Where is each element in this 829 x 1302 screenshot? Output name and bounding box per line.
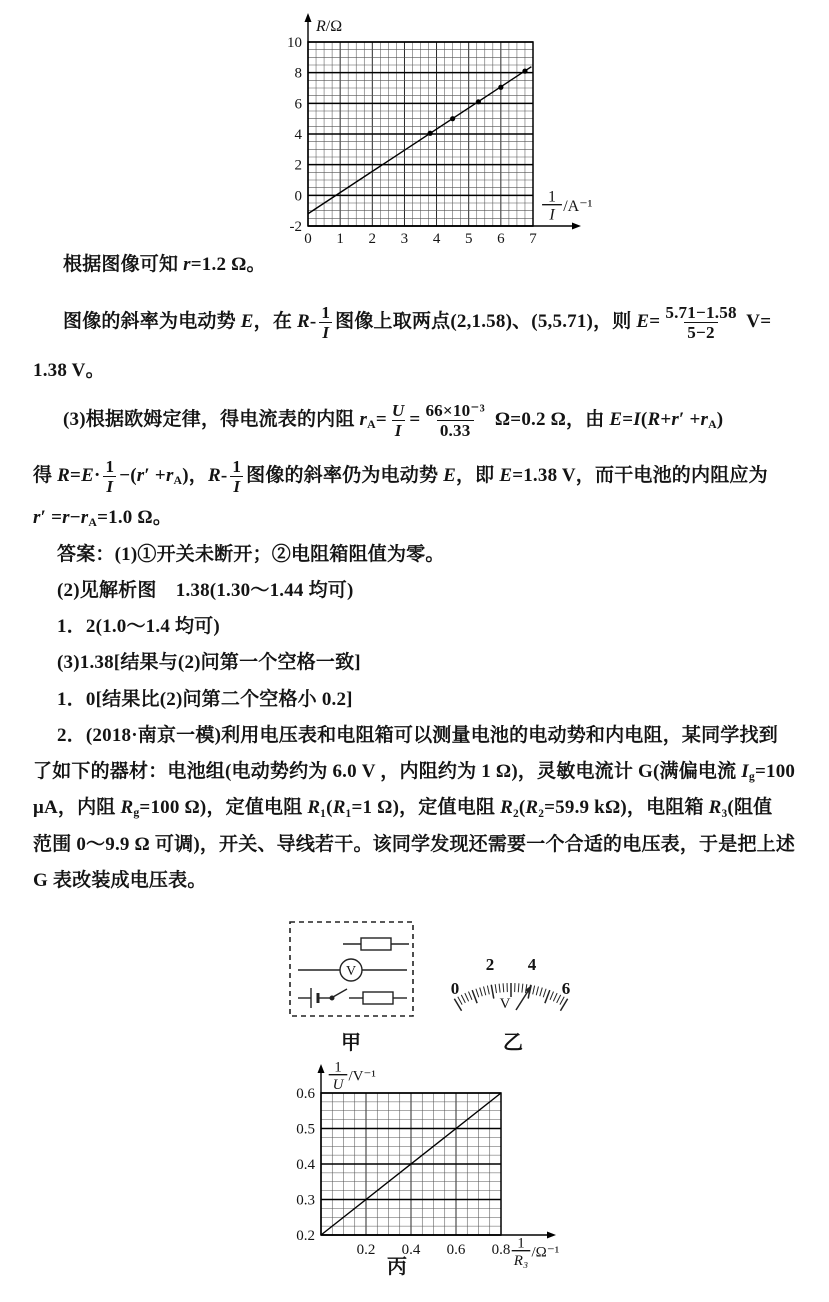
svg-text:0.2: 0.2 xyxy=(296,1228,315,1244)
switch-lever-icon xyxy=(333,989,347,997)
meter-tick-marks xyxy=(454,983,567,1011)
solution-line-6: $r' =r-r_A=1.0$ Ω。 xyxy=(33,507,173,529)
svg-text:I: I xyxy=(549,206,555,224)
svg-text:5: 5 xyxy=(464,231,473,247)
svg-text:U: U xyxy=(332,1076,344,1093)
answer-line-5: 1．0[结果比(2)问第二个空格小 0.2] xyxy=(57,689,353,710)
problem2-line-2: 了如下的器材：电池组(电动势约为 6.0 V ，内阻约为 1 Ω)，灵敏电流计 G(满偏电流 $I_g=100$ xyxy=(33,761,796,783)
resistor-symbol-top xyxy=(343,938,409,950)
svg-text:0.6: 0.6 xyxy=(296,1086,315,1102)
solution-line-2: 图像的斜率为电动势 E，在 R- $\frac{1}{I}$ 图像上取两点(2,1.58)、(5,5.71)，则 E= $\frac{5.71-1.58}{5-2}$ V= xyxy=(63,303,772,343)
svg-text:6: 6 xyxy=(294,96,302,113)
svg-text:0.8: 0.8 xyxy=(491,1242,511,1258)
svg-text:0: 0 xyxy=(294,188,302,205)
svg-text:/Ω⁻¹: /Ω⁻¹ xyxy=(531,1244,560,1261)
problem2-line-5: G 表改装成电压表。 xyxy=(33,870,207,891)
svg-text:10: 10 xyxy=(287,35,302,51)
svg-text:3: 3 xyxy=(400,231,409,247)
voltmeter-symbol xyxy=(298,959,407,981)
svg-text:1: 1 xyxy=(336,231,344,247)
svg-text:R₃: R₃ xyxy=(513,1252,529,1269)
answer-line-1: 答案：(1)①开关未断开；②电阻箱阻值为零。 xyxy=(57,544,445,565)
svg-text:4: 4 xyxy=(432,231,441,247)
svg-text:1: 1 xyxy=(517,1235,525,1252)
figure-circuit-parts-box xyxy=(285,916,420,1022)
svg-text:2: 2 xyxy=(368,231,377,247)
caption-bing: 丙 xyxy=(387,1256,407,1278)
meter-label-2: 2 xyxy=(485,955,495,974)
svg-text:1: 1 xyxy=(334,1059,342,1076)
svg-text:6: 6 xyxy=(497,231,505,247)
chart-inverse-voltage-vs-inverse-r3 xyxy=(268,1056,598,1282)
svg-text:7: 7 xyxy=(529,231,537,247)
caption-yi: 乙 xyxy=(503,1032,523,1054)
svg-text:1: 1 xyxy=(548,188,556,206)
svg-text:0.5: 0.5 xyxy=(296,1121,315,1138)
svg-text:/A⁻¹: /A⁻¹ xyxy=(563,198,593,216)
meter-unit-label: V xyxy=(499,996,511,1012)
answer-line-4: (3)1.38[结果与(2)问第一个空格一致] xyxy=(57,652,361,673)
solution-line-3: 1.38 V。 xyxy=(33,360,105,381)
caption-jia: 甲 xyxy=(341,1032,361,1054)
battery-switch-resistor-row xyxy=(298,988,407,1008)
resistor-symbol-bottom xyxy=(363,992,393,1004)
meter-label-6: 6 xyxy=(561,979,571,998)
solution-line-4: (3)根据欧姆定律，得电流表的内阻 $r_A=$ $\frac{U}{I}$ = $\frac{\text{66×10⁻³}}{0.33}$ Ω=0.2 Ω，由 $E=I(R+r' +r_A)$ xyxy=(63,401,724,441)
svg-text:0.2: 0.2 xyxy=(356,1242,376,1258)
answer-line-3: 1．2(1.0～1.4 均可) xyxy=(57,616,220,637)
svg-text:0.3: 0.3 xyxy=(296,1192,315,1209)
problem2-line-1: 2．(2018·南京一模)利用电压表和电阻箱可以测量电池的电动势和内电阻，某同学找到 xyxy=(57,725,778,746)
meter-label-0: 0 xyxy=(450,979,460,998)
svg-text:0.4: 0.4 xyxy=(296,1157,315,1173)
meter-label-4: 4 xyxy=(527,955,537,974)
svg-text:0.6: 0.6 xyxy=(446,1242,466,1258)
svg-text:R/Ω: R/Ω xyxy=(316,18,343,35)
svg-text:4: 4 xyxy=(294,127,302,143)
svg-text:0: 0 xyxy=(304,231,312,247)
svg-text:2: 2 xyxy=(294,157,302,174)
answer-line-2: (2)见解析图 1.38(1.30～1.44 均可) xyxy=(57,580,354,601)
problem2-line-4: 范围 0～9.9 Ω 可调)，开关、导线若干。该同学发现还需要一个合适的电压表，于是把上述 xyxy=(33,834,796,855)
svg-text:-2: -2 xyxy=(289,219,302,235)
chart-r-vs-inverse-current xyxy=(263,5,613,251)
solution-line-5: 得 R=E· $\frac{1}{I}$ $-(r' +r_A)$，R- $\frac{1}{I}$ 图像的斜率仍为电动势 E，即 E=1.38 V，而干电池的内阻应为 xyxy=(33,457,768,497)
svg-text:8: 8 xyxy=(294,65,302,82)
solution-line-1: 根据图像可知 r=1.2 Ω。 xyxy=(63,254,266,275)
voltmeter-label: V xyxy=(345,964,357,979)
problem2-line-3: μA，内阻 $R_g=100$ Ω)，定值电阻 R₁(R₁=1 Ω)，定值电阻 R₂(R₂=59.9 kΩ)，电阻箱 R₃(阻值 xyxy=(33,797,773,819)
svg-text:/V⁻¹: /V⁻¹ xyxy=(348,1068,376,1085)
figure-voltmeter-scale xyxy=(438,928,603,1028)
svg-text:0.4: 0.4 xyxy=(401,1242,421,1258)
